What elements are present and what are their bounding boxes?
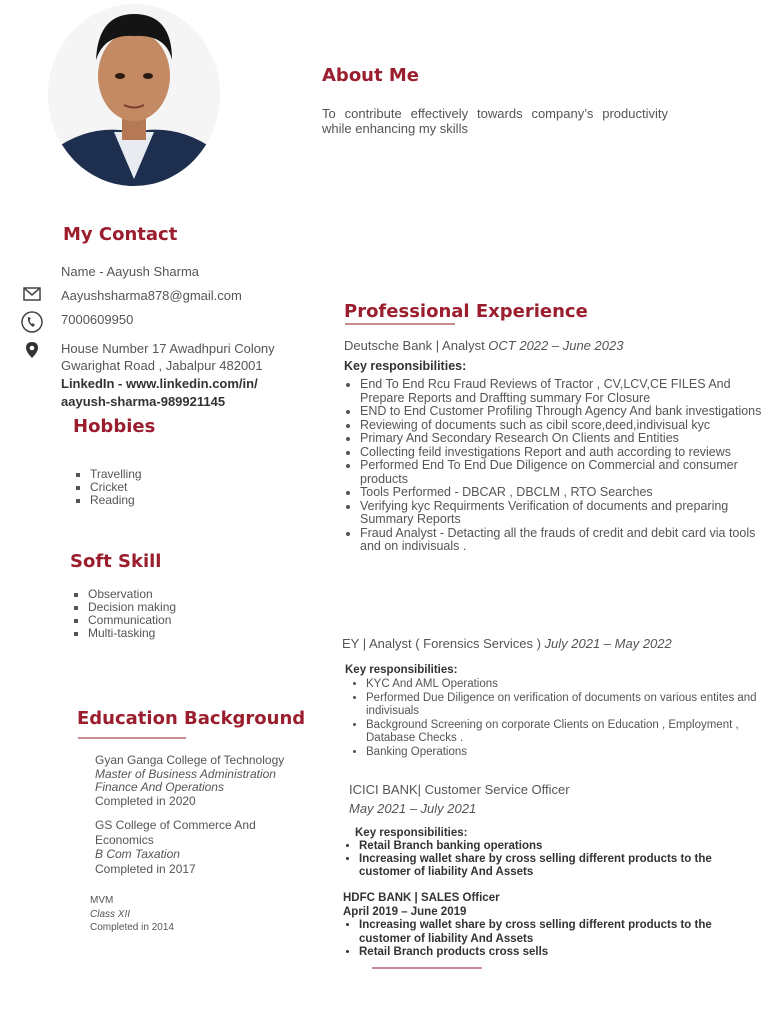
experience-underline xyxy=(345,323,455,325)
job-period-icici: May 2021 – July 2021 xyxy=(349,801,477,816)
about-text: To contribute effectively towards company’s productivity while enhancing my skills xyxy=(322,106,668,136)
address-line-2: Gwarighat Road , Jabalpur 482001 xyxy=(61,358,263,373)
responsibility-item: • END to End Customer Profiling Through Agency And bank investigations xyxy=(360,405,768,419)
hobby-item: ▪ Travelling xyxy=(90,468,142,481)
responsibility-item: • Background Screening on corporate Clients on Education , Employment , Database Checks . xyxy=(366,719,766,746)
responsibility-item: • Banking Operations xyxy=(366,746,766,760)
responsibility-item: • Fraud Analyst - Detacting all the frauds of credit and debit card via tools and on indivisuals . xyxy=(360,527,768,554)
degree: Class XII xyxy=(90,908,131,920)
job-responsibilities-deutsche xyxy=(344,378,768,554)
linkedin-line-2[interactable]: aayush-sharma-989921145 xyxy=(61,394,226,409)
education-entry-2 xyxy=(95,818,285,876)
school: MVM xyxy=(90,895,114,906)
completed: Completed in 2014 xyxy=(90,922,174,933)
degree: Master of Business Administration xyxy=(95,766,276,781)
job-responsibilities-icici xyxy=(343,840,759,879)
responsibility-item: • Retail Branch products cross sells xyxy=(359,946,759,960)
contact-name: Name - Aayush Sharma xyxy=(61,264,200,279)
job-title-deutsche xyxy=(344,339,623,353)
job-period-hdfc: April 2019 – June 2019 xyxy=(343,906,467,918)
soft-skill-item: ▪ Multi-tasking xyxy=(88,627,176,640)
soft-skill-item: ▪ Decision making xyxy=(88,601,176,614)
mail-icon xyxy=(22,284,42,304)
education-heading: Education Background xyxy=(77,708,306,729)
responsibility-item: • Performed Due Diligence on verification of documents on various entites and indivisuals xyxy=(366,692,766,719)
responsibility-item: • Performed End To End Due Diligence on Commercial and consumer products xyxy=(360,459,768,486)
school: GS College of Commerce And Economics xyxy=(95,818,256,847)
key-responsibilities-label: Key responsibilities: xyxy=(345,664,458,676)
responsibility-item: • Retail Branch banking operations xyxy=(359,840,759,853)
experience-end-rule xyxy=(372,967,482,969)
key-responsibilities-label: Key responsibilities: xyxy=(344,359,467,373)
location-pin-icon xyxy=(22,340,42,360)
contact-linkedin[interactable] xyxy=(61,375,258,411)
education-entry-1 xyxy=(95,754,305,808)
about-heading: About Me xyxy=(322,65,419,86)
responsibility-item: • Reviewing of documents such as cibil score,deed,indivisual kyc xyxy=(360,419,768,433)
specialization: Finance And Operations xyxy=(95,780,224,794)
responsibility-item: • Increasing wallet share by cross selling different products to the customer of liability And Assets xyxy=(359,919,759,946)
hobby-item: ▪ Cricket xyxy=(90,481,142,494)
contact-address xyxy=(61,340,275,374)
responsibility-item: • Collecting feild investigations Report and auth according to reviews xyxy=(360,446,768,460)
key-responsibilities-label: Key responsibilities: xyxy=(355,827,468,839)
job-title-hdfc: HDFC BANK | SALES Officer xyxy=(343,892,500,904)
phone-icon xyxy=(20,310,44,334)
hobby-item: ▪ Reading xyxy=(90,494,142,507)
responsibility-item: • KYC And AML Operations xyxy=(366,678,766,692)
linkedin-line-1[interactable]: LinkedIn - www.linkedin.com/in/ xyxy=(61,376,258,391)
job-company: EY | Analyst ( Forensics Services ) xyxy=(342,636,545,651)
soft-skill-list xyxy=(72,588,176,640)
completed: Completed in 2020 xyxy=(95,793,196,808)
contact-phone[interactable]: 7000609950 xyxy=(61,312,134,327)
address-line-1: House Number 17 Awadhpuri Colony xyxy=(61,341,275,356)
profile-photo xyxy=(48,4,220,186)
degree: B Com Taxation xyxy=(95,847,180,861)
job-responsibilities-ey xyxy=(350,678,766,759)
education-underline xyxy=(78,737,186,739)
responsibility-item: • End To End Rcu Fraud Reviews of Tractor , CV,LCV,CE FILES And Prepare Reports and Draffting summary For Closure xyxy=(360,378,768,405)
job-company: Deutsche Bank | Analyst xyxy=(344,338,489,353)
job-title-ey xyxy=(342,637,672,651)
school: Gyan Ganga College of Technology xyxy=(95,753,285,767)
job-period: July 2021 – May 2022 xyxy=(544,636,672,651)
responsibility-item: • Verifying kyc Requirments Verification of documents and preparing Summary Reports xyxy=(360,500,768,527)
soft-skill-heading: Soft Skill xyxy=(70,551,162,572)
soft-skill-item: ▪ Communication xyxy=(88,614,176,627)
education-entry-3 xyxy=(90,894,174,935)
contact-email[interactable]: Aayushsharma878@gmail.com xyxy=(61,288,242,303)
soft-skill-item: ▪ Observation xyxy=(88,588,176,601)
job-period: OCT 2022 – June 2023 xyxy=(488,338,624,353)
experience-heading: Professional Experience xyxy=(344,301,588,322)
job-responsibilities-hdfc xyxy=(343,919,759,960)
job-title-icici: ICICI BANK| Customer Service Officer xyxy=(349,782,570,797)
responsibility-item: • Increasing wallet share by cross selling different products to the customer of liability And Assets xyxy=(359,853,759,879)
hobbies-list xyxy=(74,468,142,507)
contact-heading: My Contact xyxy=(63,224,178,245)
completed: Completed in 2017 xyxy=(95,861,196,876)
hobbies-heading: Hobbies xyxy=(73,416,156,437)
responsibility-item: • Primary And Secondary Research On Clients and Entities xyxy=(360,432,768,446)
responsibility-item: • Tools Performed - DBCAR , DBCLM , RTO Searches xyxy=(360,486,768,500)
